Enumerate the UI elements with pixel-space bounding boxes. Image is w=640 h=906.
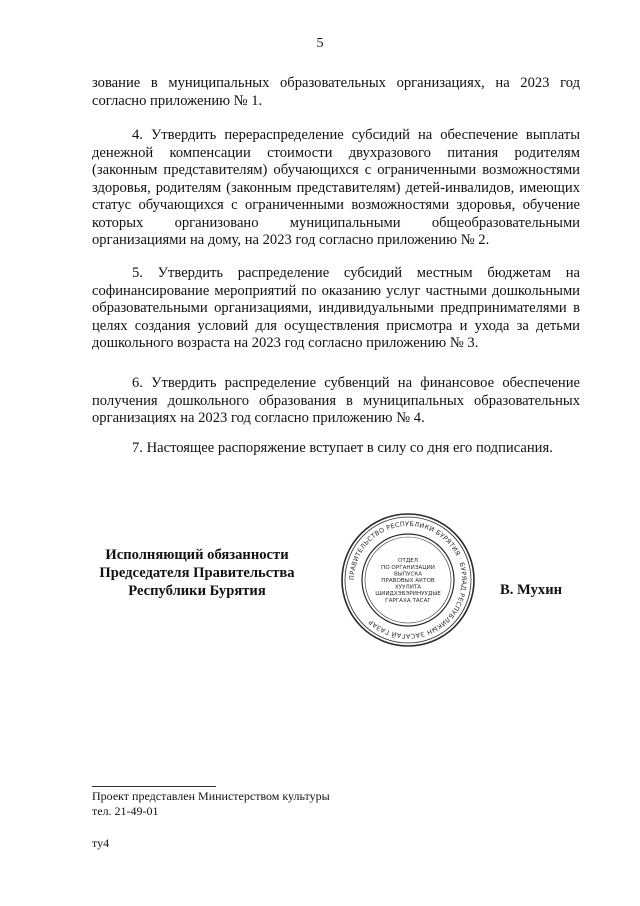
document-code: ту4	[92, 836, 110, 850]
signatory-position	[92, 546, 302, 600]
signatory-name: В. Мухин	[500, 582, 563, 598]
seal-center-line: ОТДЕЛ	[398, 558, 418, 565]
signatory-position-line-3: Республики Бурятия	[128, 583, 266, 599]
seal-center-line: ПРАВОВЫХ АКТОВ	[381, 578, 435, 584]
seal-ring-text: ПРАВИТЕЛЬСТВО РЕСПУБЛИКИ БУРЯТИЯ · БУРЯАД РЕСПУБЛИКЫН ЗАСАГАЙ ГАЗАР	[347, 519, 469, 641]
paragraph-item-4: 4. Утвердить перераспределение субсидий на обеспечение выплаты денежной компенсации стоимости двухразового питания родителям (законным представителям) обучающихся с ограниченными возможностями здоровья, родителям (законным представителям) детей-инвалидов, имеющих статус обучающихся с ограниченными возможностями здоровья, обучение которых организовано муниципальными общеобразовательными организациями на дому, на 2023 год согласно приложению № 2.	[92, 127, 580, 248]
seal-center-line: ПО ОРГАНИЗАЦИИ	[381, 564, 435, 571]
seal-center-line: ШИИДХЭБЭРИНУУДЫЕ	[375, 591, 441, 598]
seal-center-line: ХУУЛИТА	[394, 584, 422, 591]
seal-center-line: ГАРГАХА ТАСАГ	[385, 597, 431, 604]
signatory-position-line-2: Председателя Правительства	[99, 565, 295, 581]
paragraph-continuation: зование в муниципальных образовательных организациях, на 2023 год согласно приложению № 1.	[92, 75, 580, 109]
paragraph-item-6: 6. Утвердить распределение субвенций на финансовое обеспечение получения дошкольного образования в муниципальных образовательных организациях на 2023 год согласно приложению № 4.	[92, 375, 580, 426]
signatory-position-line-1: Исполняющий обязанности	[105, 547, 289, 563]
paragraph-item-7: 7. Настоящее распоряжение вступает в силу со дня его подписания.	[132, 440, 553, 456]
footnote-divider	[92, 786, 216, 787]
footnote-line-1: Проект представлен Министерством культуры	[92, 789, 330, 803]
seal-center-line: ВЫПУСКА	[393, 571, 423, 578]
footnote	[92, 789, 330, 819]
footnote-line-2: тел. 21-49-01	[92, 804, 159, 818]
official-seal-stamp	[340, 512, 476, 648]
page-number: 5	[316, 36, 324, 51]
paragraph-item-5: 5. Утвердить распределение субсидий местным бюджетам на софинансирование мероприятий по оказанию услуг частными дошкольными образовательными организациями, индивидуальными предпринимателями в целях создания условий для осуществления присмотра и ухода за детьми дошкольного возраста на 2023 год согласно приложению № 3.	[92, 265, 580, 351]
